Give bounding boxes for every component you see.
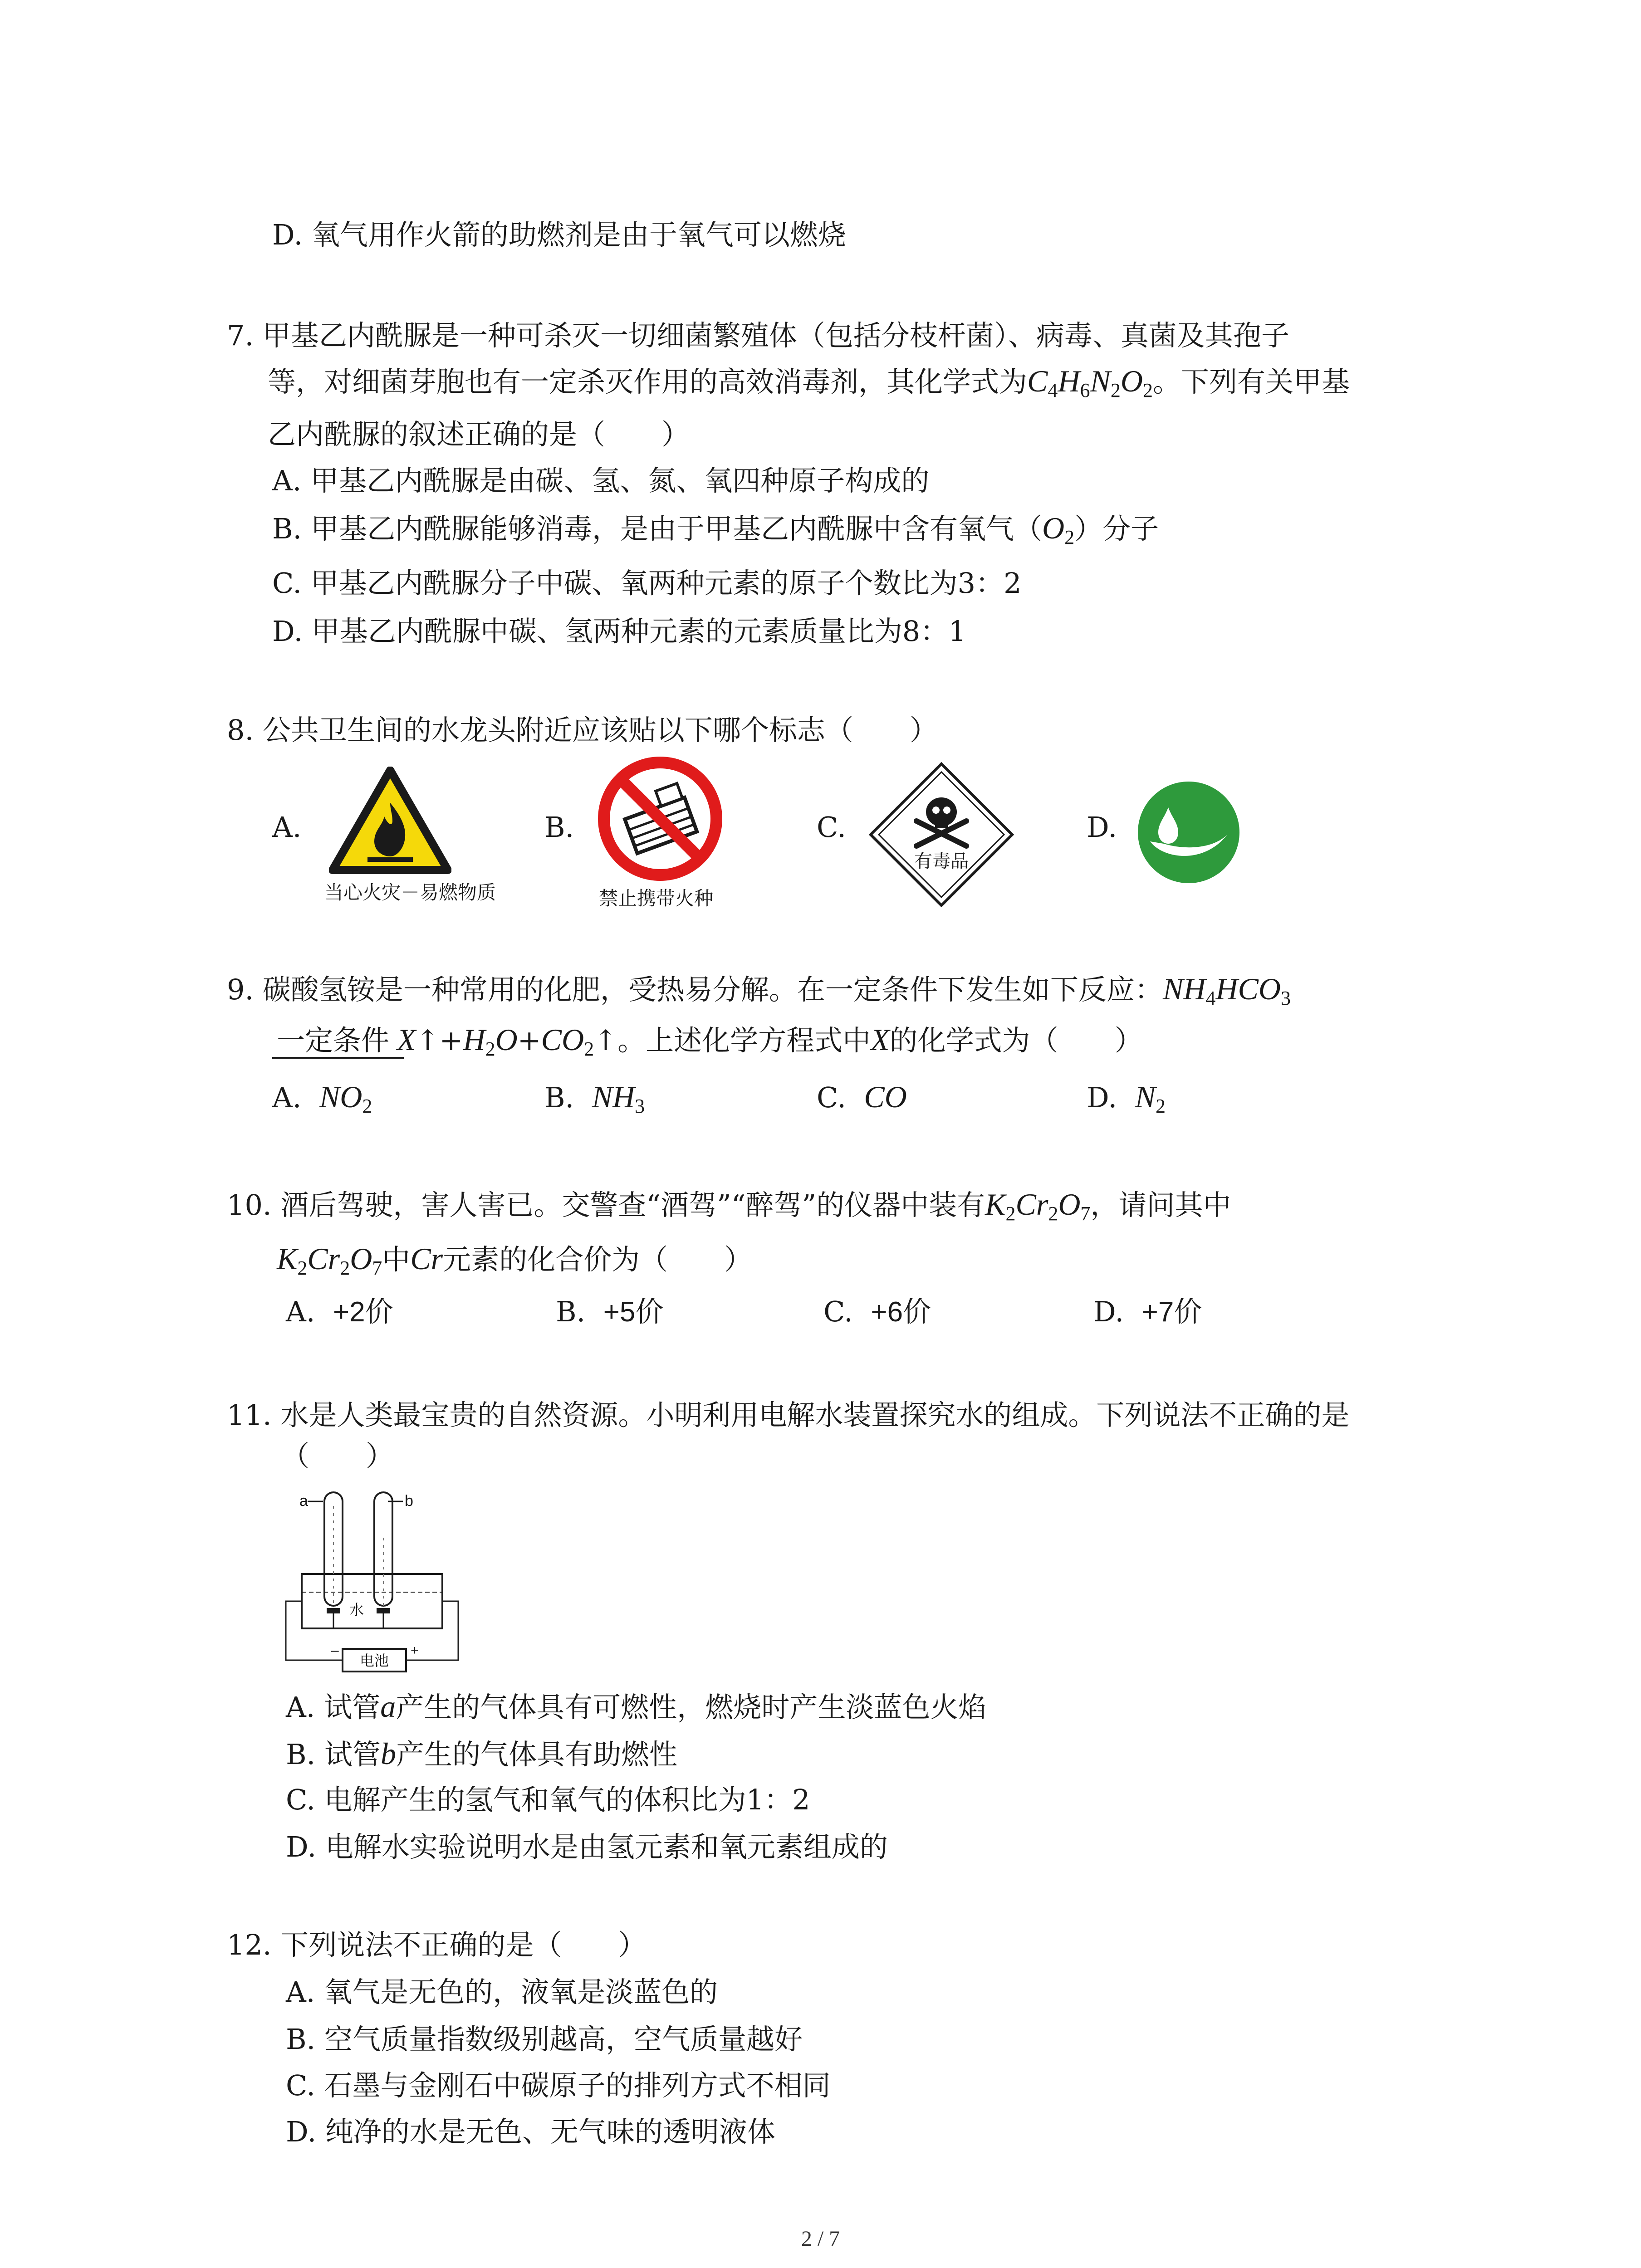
electrolysis-apparatus-figure — [281, 1479, 463, 1678]
water-label: 水 — [349, 1602, 364, 1618]
battery-plus: + — [411, 1643, 419, 1658]
q12-option-c: C. 石墨与金刚石中碳原子的排列方式不相同 — [286, 2069, 831, 2102]
q9-option-a: A. $NO_2$ — [272, 1080, 372, 1117]
q12-stem: 12. 下列说法不正确的是（ ） — [227, 1928, 647, 1961]
q8-option-b-caption: 禁止携带火种 — [599, 888, 714, 909]
q7-option-b: B. 甲基乙内酰脲能够消毒，是由于甲基乙内酰脲中含有氧气$(O_2)$分子 — [272, 511, 1159, 548]
q8-option-a-label: A. — [272, 811, 302, 844]
battery-minus: – — [331, 1643, 339, 1658]
q11-option-b: B. 试管b产生的气体具有助燃性 — [286, 1736, 677, 1771]
q11-stem-line2: （ ） — [281, 1439, 394, 1472]
reaction-condition: 一定条件 — [277, 1024, 390, 1057]
q10-option-d: D. +7价 — [1093, 1295, 1202, 1328]
q8-option-b-label: B. — [544, 811, 574, 844]
q11-option-a: A. 试管a产生的气体具有可燃性，燃烧时产生淡蓝色火焰 — [286, 1689, 987, 1724]
q9-option-b: B. $NH_3$ — [544, 1080, 645, 1117]
q9-option-d: D. $N_2$ — [1087, 1080, 1166, 1117]
page-number: 2 / 7 — [801, 2227, 840, 2251]
q10-option-a: A. +2价 — [286, 1295, 393, 1328]
toxic-icon — [869, 762, 1014, 907]
q7-number: 7. — [227, 319, 254, 352]
q6-option-d: D. 氧气用作火箭的助燃剂是由于氧气可以燃烧 — [272, 218, 846, 251]
q8-option-a-caption: 当心火灾－易燃物质 — [324, 882, 496, 903]
tube-a-label: a — [299, 1492, 308, 1510]
q11-option-c: C. 电解产生的氢气和氧气的体积比为1：2 — [286, 1783, 810, 1816]
battery-label: 电池 — [359, 1652, 389, 1669]
q8-stem: 8. 公共卫生间的水龙头附近应该贴以下哪个标志（ ） — [227, 714, 938, 747]
q7-option-a: A. 甲基乙内酰脲是由碳、氢、氮、氧四种原子构成的 — [272, 464, 930, 497]
flammable-warning-icon — [329, 767, 451, 875]
q9-stem-line1: 9. 碳酸氢铵是一种常用的化肥，受热易分解。在一定条件下发生如下反应：$NH_4HCO_3$ — [227, 972, 1291, 1009]
q7-stem-line3: 乙内酰脲的叙述正确的是（ ） — [268, 418, 690, 451]
tube-b-label: b — [405, 1492, 413, 1510]
no-fire-carrying-icon — [597, 755, 724, 882]
q7-option-c: C. 甲基乙内酰脲分子中碳、氧两种元素的原子个数比为3：2 — [272, 567, 1022, 600]
q7-formula: $C_4H_6N_2O_2$ — [1027, 364, 1153, 401]
q7-option-d: D. 甲基乙内酰脲中碳、氢两种元素的元素质量比为8：1 — [272, 615, 966, 648]
water-saving-icon — [1136, 780, 1241, 885]
reaction-condition-bar — [272, 1057, 404, 1059]
q11-stem-line1: 11. 水是人类最宝贵的自然资源。小明利用电解水装置探究水的组成。下列说法不正确的是 — [227, 1398, 1350, 1432]
q8-option-d-label: D. — [1087, 811, 1117, 844]
q7-stem-line1 — [227, 318, 1289, 354]
q12-option-a: A. 氧气是无色的，液氧是淡蓝色的 — [286, 1975, 718, 2009]
q10-option-c: C. +6价 — [823, 1295, 931, 1328]
toxic-caption: 有毒品 — [914, 851, 969, 871]
q10-stem-line1: 10. 酒后驾驶，害人害已。交警查“酒驾”“醉驾”的仪器中装有$K_2Cr_2O_7$，请问其中 — [227, 1187, 1231, 1225]
q7-stem-line2: 等，对细菌芽胞也有一定杀灭作用的高效消毒剂，其化学式为$C_4H_6N_2O_2$。下列有关甲基 — [268, 364, 1350, 401]
q8-option-c-label: C. — [817, 811, 846, 844]
q10-stem-line2: $K_2Cr_2O_7$中Cr元素的化合价为（ ） — [277, 1242, 753, 1279]
q12-option-b: B. 空气质量指数级别越高，空气质量越好 — [286, 2023, 803, 2056]
q9-stem-line2: 一定条件 $X↑+H_2O+CO_2↑$。上述化学方程式中X的化学式为（ ） — [277, 1022, 1143, 1060]
q7-stem-text1: 甲基乙内酰脲是一种可杀灭一切细菌繁殖体（包括分枝杆菌）、病毒、真菌及其孢子 — [262, 319, 1289, 352]
q10-option-b: B. +5价 — [556, 1295, 664, 1328]
q12-option-d: D. 纯净的水是无色、无气味的透明液体 — [286, 2115, 775, 2148]
q11-option-d: D. 电解水实验说明水是由氢元素和氧元素组成的 — [286, 1830, 888, 1863]
q9-option-c: C. CO — [817, 1080, 907, 1114]
